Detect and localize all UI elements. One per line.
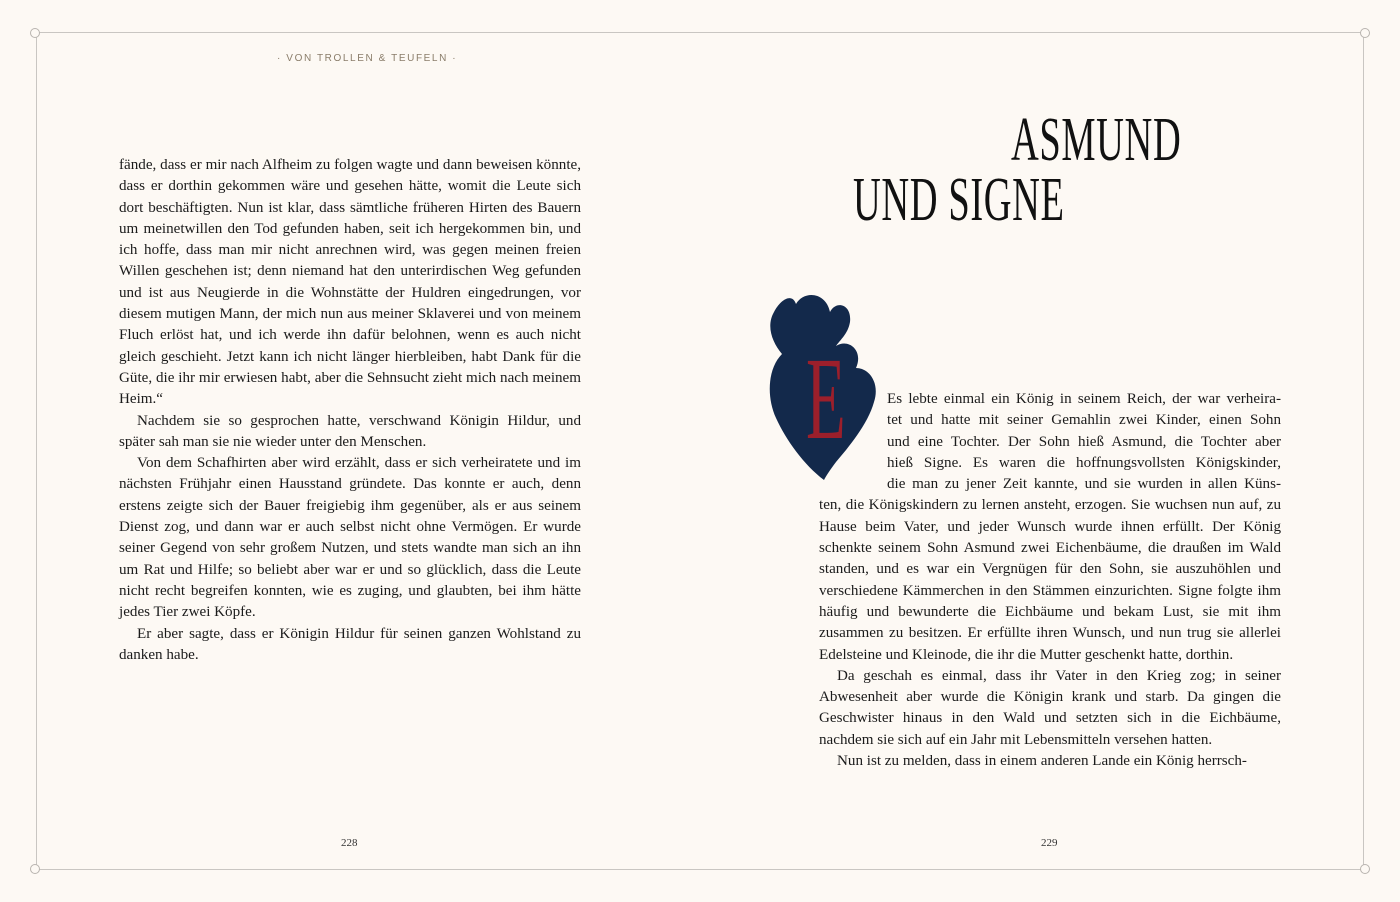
corner-ornament	[30, 28, 40, 38]
dropcap-wrapped-lines	[819, 389, 1281, 495]
paragraph: Nun ist zu melden, dass in einem anderen Lande ein König herrsch-	[837, 753, 1247, 770]
paragraph: Nachdem sie so gesprochen hatte, verschwand Königin Hildur, und später sah man sie nie wieder unter den Menschen.	[119, 412, 581, 450]
chapter-title-line-1: ASMUND	[1011, 106, 1182, 174]
corner-ornament	[1360, 864, 1370, 874]
paragraph: Von dem Schafhirten aber wird erzählt, dass er sich verheiratete und im nächsten Frühjahr einen Hausstand gründete. Das konnte er auch, denn erstens zeigte sich der Bauer freigiebig ihm gegenüber, als er aus seinem Dienst zog, und dann war er auch selbst nicht ohne Vermögen. Er wurde seiner Gegend von sehr großem Nutzen, und stets wandte man sich an ihn um Rat und Hilfe; so beliebt aber war er und so glücklich, dass die Leute nicht recht begreifen konnten, wie es zuging, und glaubten, bei ihm hätte jedes Tier zwei Köpfe.	[119, 455, 581, 621]
paragraph: Da geschah es einmal, dass ihr Vater in den Krieg zog; in seiner Abwesenheit aber wurde die Königin krank und starb. Da gingen die Geschwister hinaus in den Wald und setzten sich in die Eichbäume, nachdem sie sich auf ein Jahr mit Lebensmitteln versehen hatten.	[819, 667, 1281, 748]
right-page-text	[819, 389, 1281, 772]
page-number-right: 229	[1041, 837, 1058, 849]
text-line: hieß Signe. Es waren die hoffnungsvollsten Königskinder,	[887, 454, 1281, 471]
left-page-text	[119, 155, 581, 666]
paragraph: fände, dass er mir nach Alfheim zu folgen wagte und dann beweisen könnte, dass er dorthin gekommen wäre und gesehen hätte, womit die Leute sich dort beschäftigten. Nun ist klar, dass sämtliche früheren Hirten des Bauern um meinetwillen den Tod gefunden haben, seit ich hergekommen bin, und ich hoffe, dass man mir nicht anrechnen wird, was gegen meinen freien Willen geschehen ist; denn niemand hat den unterirdischen Weg gefunden und ist aus Neugierde in die Wohnstätte der Huldren eingedrungen, vor diesem mutigen Mann, der mich nun aus meiner Sklaverei und von meinem Fluch erlöst hat, und ich werde ihn dafür belohnen, wenn es auch nicht gleich geschieht. Jetzt kann ich nicht länger hierbleiben, habt Dank für die Güte, die ihr mir erwiesen habt, aber die Sehnsucht zieht mich nach meinem Heim.“	[119, 157, 581, 408]
page-number-left: 228	[341, 837, 358, 849]
text-line: die man zu jener Zeit kannte, und sie wurden in allen Küns-	[887, 476, 1281, 493]
paragraph: ten, die Königskindern zu lernen ansteht, erzogen. Sie wuchsen nun auf, zu Hause beim Vater, und jeder Wunsch wurde ihnen erfüllt. Der König schenkte seinem Sohn Asmund zwei Eichenbäume, die draußen im Wald standen, und es war ein Vergnügen für den Sohn, sie auszuhöhlen und verschiedene Kämmerchen in den Stämmen einzurichten. Signe folgte ihm häufig und bewunderte die Eichbäume und bekam Lust, sie mit ihm zusammen zu besitzen. Er erfüllte ihren Wunsch, und nun trug sie allerlei Edelsteine und Kleinode, die ihr die Mutter geschenkt hatte, dorthin.	[819, 497, 1281, 663]
text-line: und eine Tochter. Der Sohn hieß Asmund, die Tochter aber	[887, 433, 1281, 450]
corner-ornament	[30, 864, 40, 874]
chapter-title-line-2: UND SIGNE	[853, 166, 1065, 234]
running-head: · VON TROLLEN & TEUFELN ·	[277, 53, 458, 64]
paragraph: Er aber sagte, dass er Königin Hildur für seinen ganzen Wohlstand zu danken habe.	[119, 625, 581, 663]
text-line: Es lebte einmal ein König in seinem Reich, der war verheira-	[887, 391, 1281, 407]
drop-cap-letter: E	[806, 333, 846, 464]
text-line: tet und hatte mit seiner Gemahlin zwei Kinder, einen Sohn	[887, 412, 1281, 429]
corner-ornament	[1360, 28, 1370, 38]
